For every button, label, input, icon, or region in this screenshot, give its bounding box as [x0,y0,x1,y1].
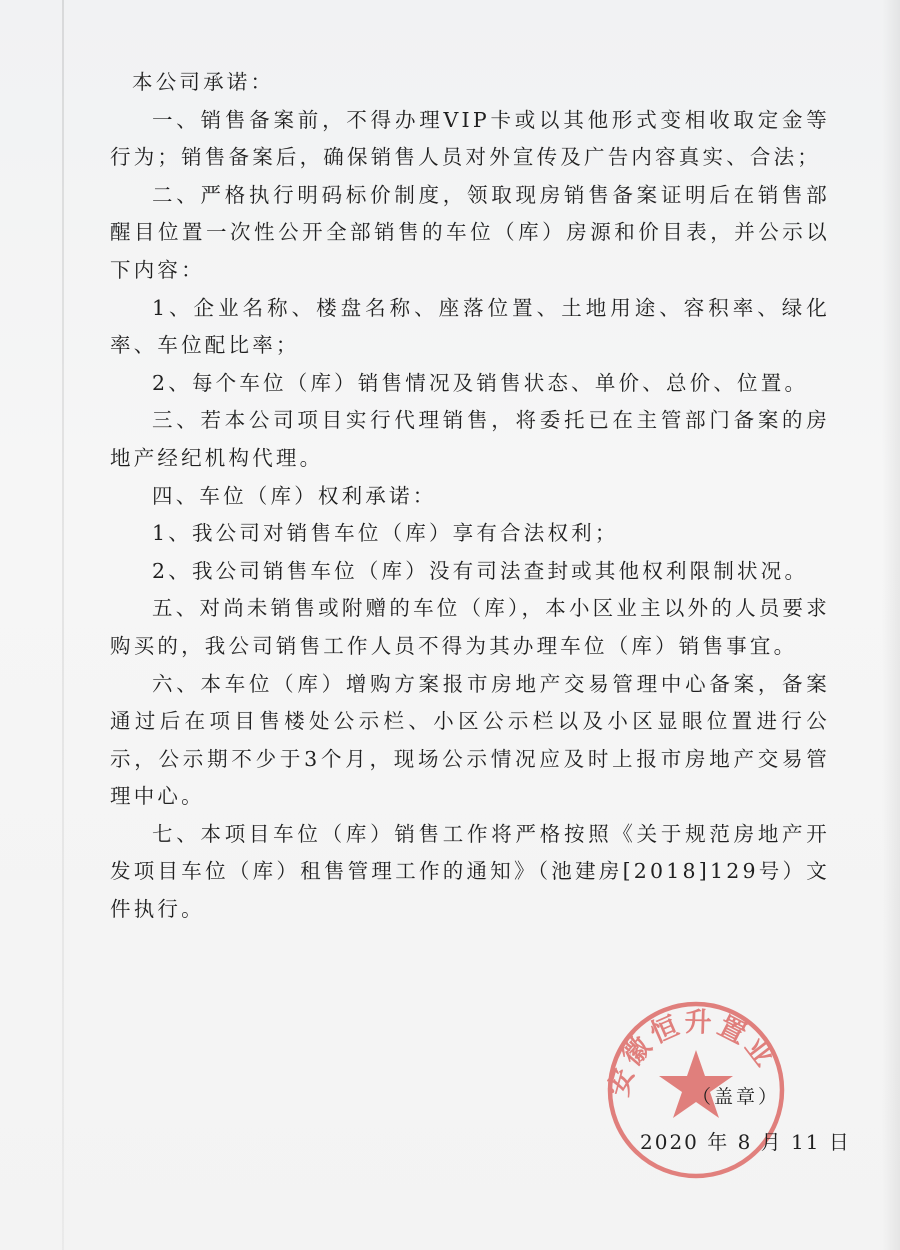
paragraph-3: 三、若本公司项目实行代理销售，将委托已在主管部门备案的房地产经纪机构代理。 [110,408,830,470]
paragraph-5: 五、对尚未销售或附赠的车位（库），本小区业主以外的人员要求购买的，我公司销售工作人员不得为其办理车位（库）销售事宜。 [110,596,830,658]
seal-text: 安徽恒升置业 [603,1006,782,1100]
paragraph-2-item-2: 2、每个车位（库）销售情况及销售状态、单价、总价、位置。 [152,370,809,395]
page-fold-line [62,0,64,1250]
paragraph-7: 七、本项目车位（库）销售工作将严格按照《关于规范房地产开发项目车位（库）租售管理工作的通知》（池建房[2018]129号）文件执行。 [110,821,830,922]
opening-line: 本公司承诺： [132,70,275,94]
paragraph-1: 一、销售备案前，不得办理VIP卡或以其他形式变相收取定金等行为；销售备案后，确保销售人员对外宣传及广告内容真实、合法； [110,107,830,170]
stamp-note: （盖章） [692,1086,781,1108]
paragraph-4: 四、车位（库）权利承诺： [152,483,437,508]
paragraph-6: 六、本车位（库）增购方案报市房地产交易管理中心备案，备案通过后在项目售楼处公示栏、小区公示栏以及小区显眼位置进行公示，公示期不少于3个月，现场公示情况应及时上报市房地产交易管理中心。 [110,671,830,809]
page-edge-shadow [882,0,900,1250]
paragraph-4-item-1: 1、我公司对销售车位（库）享有合法权利； [152,521,619,546]
paragraph-2: 二、严格执行明码标价制度，领取现房销售备案证明后在销售部醒目位置一次性公开全部销售的车位（库）房源和价目表，并公示以下内容： [110,182,830,282]
document-body [110,64,830,929]
signing-date: 2020 年 8 月 11 日 [640,1130,851,1154]
paragraph-2-item-1: 1、企业名称、楼盘名称、座落位置、土地用途、容积率、绿化率、车位配比率； [110,295,830,358]
paragraph-4-item-2: 2、我公司销售车位（库）没有司法查封或其他权利限制状况。 [152,558,809,583]
